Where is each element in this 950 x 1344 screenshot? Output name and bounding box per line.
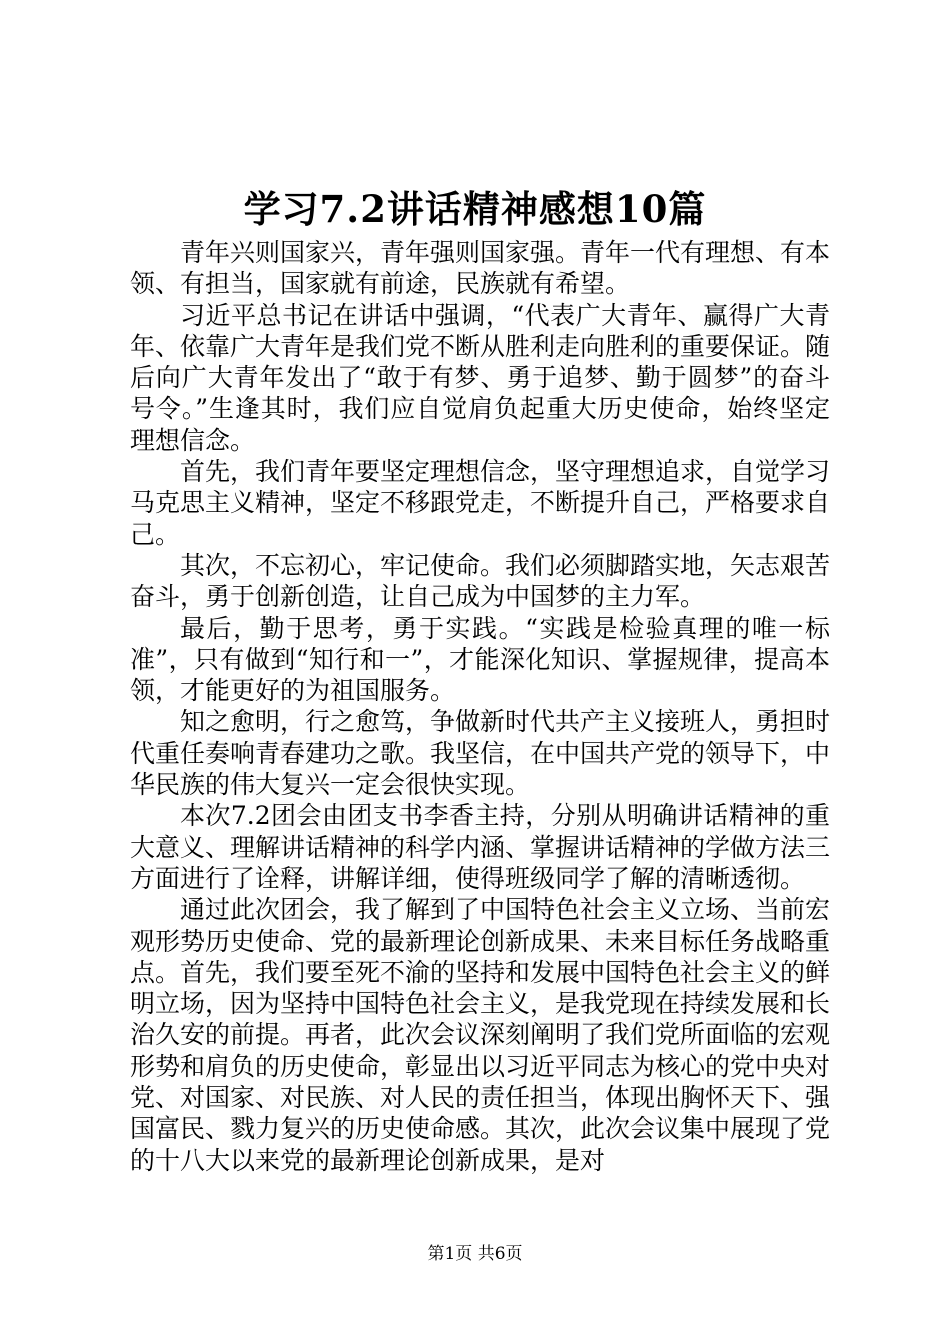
- document-body: [130, 237, 830, 1176]
- paragraph: 青年兴则国家兴，青年强则国家强。青年一代有理想、有本领、有担当，国家就有前途，民族就有希望。: [130, 238, 831, 299]
- paragraph: 本次7.2团会由团支书李香主持，分别从明确讲话精神的重大意义、理解讲话精神的科学内涵、掌握讲话精神的学做方法三方面进行了诠释，讲解详细，使得班级同学了解的清晰透彻。: [130, 801, 831, 893]
- document-title: 学习7.2讲话精神感想10篇: [243, 187, 707, 231]
- paragraph: 首先，我们青年要坚定理想信念，坚守理想追求，自觉学习马克思主义精神，坚定不移跟党走，不断提升自己，严格要求自己。: [130, 457, 831, 549]
- paragraph: 其次，不忘初心，牢记使命。我们必须脚踏实地，矢志艰苦奋斗，勇于创新创造，让自己成为中国梦的主力军。: [130, 550, 831, 612]
- paragraph: 知之愈明，行之愈笃，争做新时代共产主义接班人，勇担时代重任奏响青春建功之歌。我坚信，在中国共产党的领导下，中华民族的伟大复兴一定会很快实现。: [130, 707, 831, 800]
- page-number-footer: 第1页 共6页: [427, 1244, 523, 1264]
- paragraph: 通过此次团会，我了解到了中国特色社会主义立场、当前宏观形势历史使命、党的最新理论创新成果、未来目标任务战略重点。首先，我们要至死不渝的坚持和发展中国特色社会主义的鲜明立场，因为坚持中国特色社会主义，是我党现在持续发展和长治久安的前提。再者，此次会议深刻阐明了我们党所面临的宏观形势和肩负的历史使命，彰显出以习近平同志为核心的党中央对党、对国家、对民族、对人民的责任担当，体现出胸怀天下、强国富民、戮力复兴的历史使命感。其次，此次会议集中展现了党的十八大以来党的最新理论创新成果，是对: [130, 895, 831, 1175]
- paragraph: 最后，勤于思考，勇于实践。“实践是检验真理的唯一标准”，只有做到“知行和一”，才能深化知识、掌握规律，提高本领，才能更好的为祖国服务。: [130, 613, 830, 706]
- paragraph: 习近平总书记在讲话中强调，“代表广大青年、赢得广大青年、依靠广大青年是我们党不断从胜利走向胜利的重要保证。随后向广大青年发出了“敢于有梦、勇于追梦、勤于圆梦”的奋斗号令。”生逢其时，我们应自觉肩负起重大历史使命，始终坚定理想信念。: [130, 300, 831, 455]
